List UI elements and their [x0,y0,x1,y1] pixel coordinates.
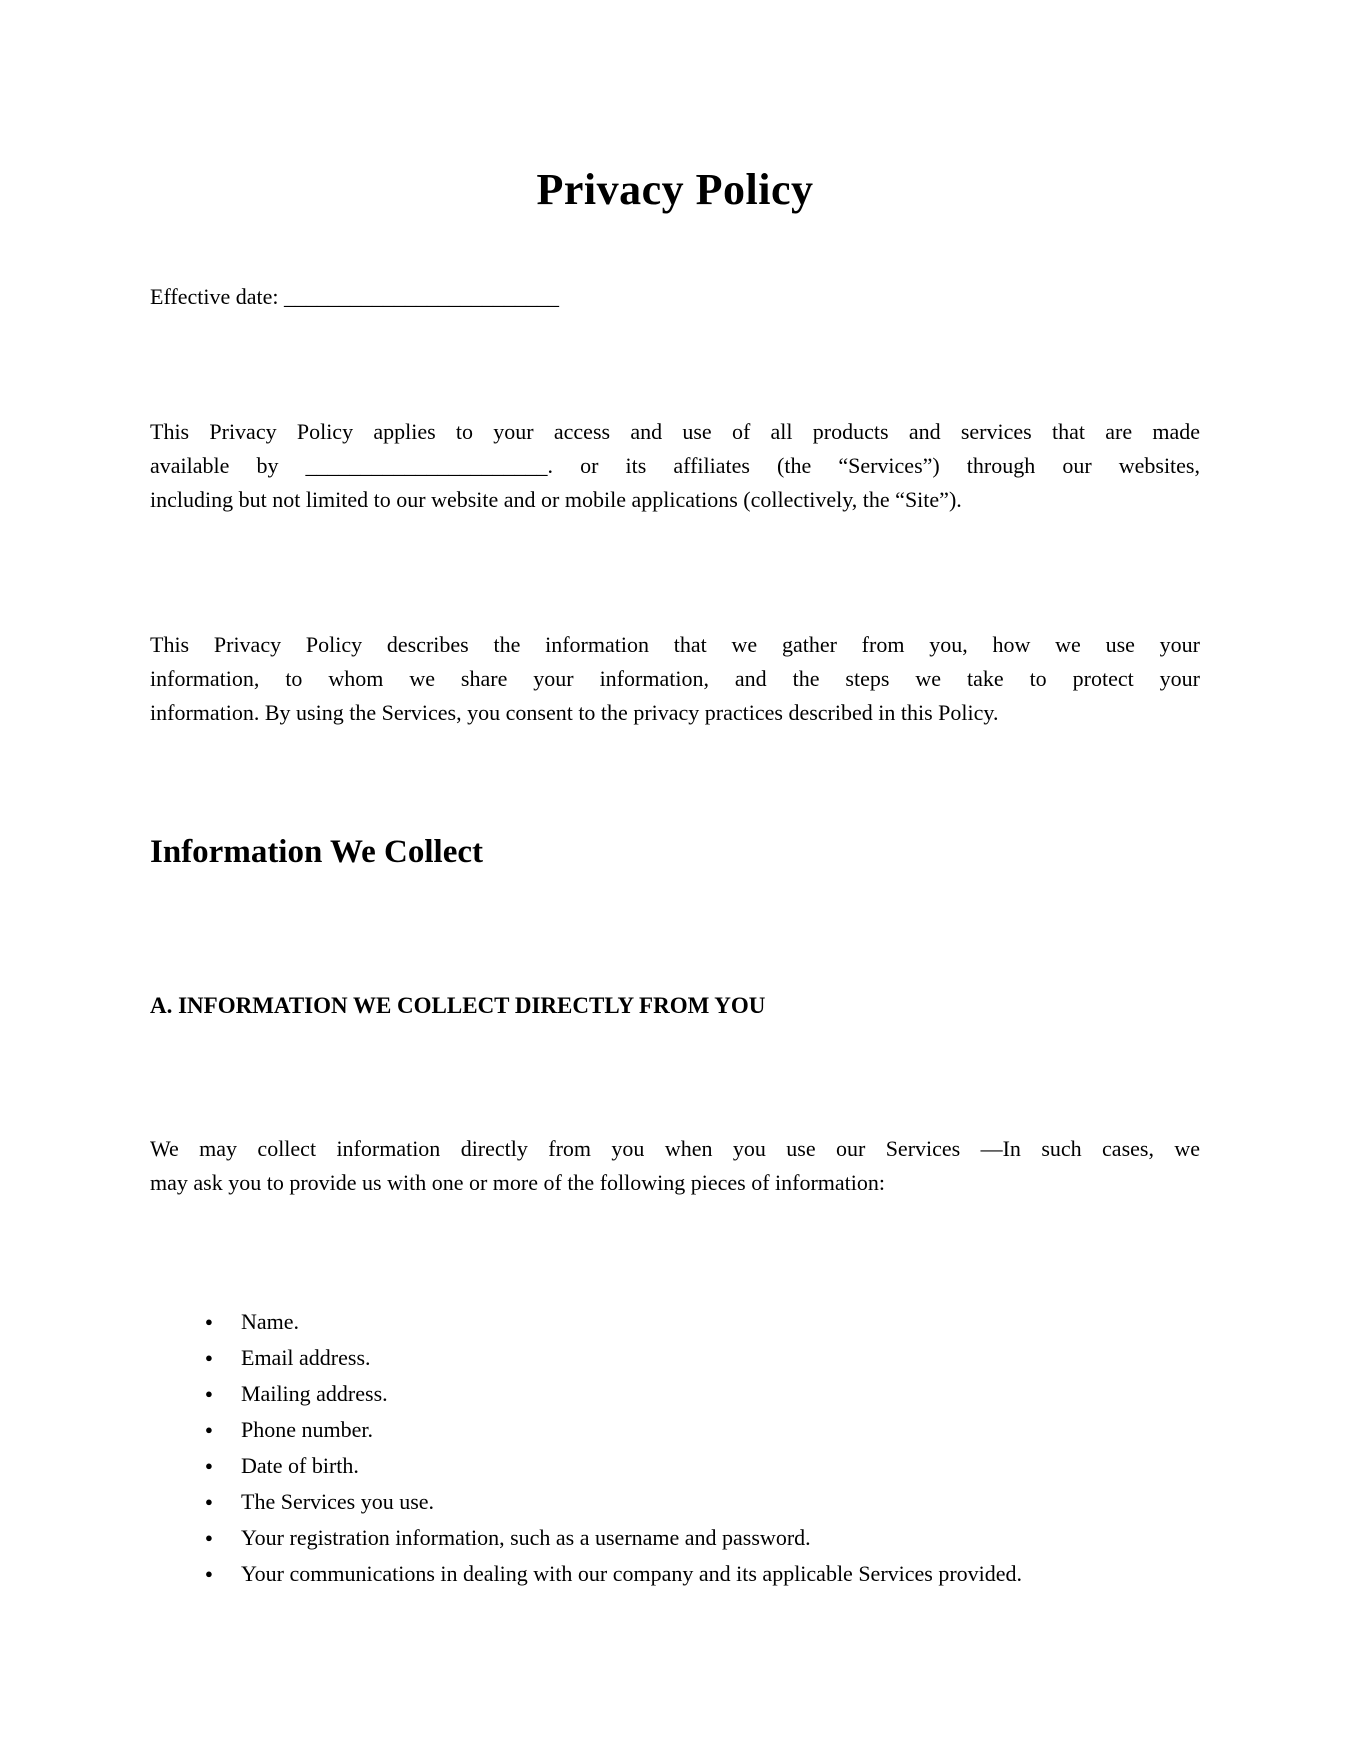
list-item-text: Your communications in dealing with our company and its applicable Services provided. [241,1561,1023,1586]
list-item-text: Mailing address. [241,1381,388,1406]
effective-date-blank: _________________________ [283,284,559,309]
list-item-text: Date of birth. [241,1453,359,1478]
bullet-icon: ● [205,1458,213,1473]
text-line: This Privacy Policy describes the information that we gather from you, how we use your [150,632,1200,657]
list-item [205,1304,1200,1340]
list-item [205,1556,1200,1592]
list-item [205,1484,1200,1520]
list-item-text: Email address. [241,1345,371,1370]
text-line: We may collect information directly from you when you use our Services —In such cases, we [150,1136,1200,1161]
list-item-text: Phone number. [241,1417,373,1442]
list-item-text: Name. [241,1309,300,1334]
list-item-text: Your registration information, such as a username and password. [241,1525,811,1550]
text-line: including but not limited to our website and or mobile applications (collectively, the “Site”). [150,487,962,512]
effective-date-line [150,281,1200,313]
bullet-icon: ● [205,1422,213,1437]
text-line: may ask you to provide us with one or more of the following pieces of information: [150,1170,886,1195]
description-paragraph [150,628,1200,730]
list-item [205,1412,1200,1448]
list-item [205,1376,1200,1412]
effective-date-label: Effective date: [150,284,279,309]
bullet-icon: ● [205,1530,213,1545]
intro-paragraph [150,415,1200,517]
list-item [205,1448,1200,1484]
lead-paragraph [150,1132,1200,1200]
page-title: Privacy Policy [536,165,814,214]
collected-info-list [150,1304,1200,1592]
subsection-heading: A. INFORMATION WE COLLECT DIRECTLY FROM YOU [150,993,766,1018]
bullet-icon: ● [205,1494,213,1509]
list-item [205,1340,1200,1376]
section-heading: Information We Collect [150,834,484,870]
list-item-text: The Services you use. [241,1489,435,1514]
list-item [205,1520,1200,1556]
text-line: available by ______________________. or its affiliates (the “Services”) through our websites, [150,453,1200,478]
bullet-icon: ● [205,1386,213,1401]
bullet-icon: ● [205,1350,213,1365]
text-line: information, to whom we share your information, and the steps we take to protect your [150,666,1200,691]
text-line: This Privacy Policy applies to your access and use of all products and services that are made [150,419,1200,444]
bullet-icon: ● [205,1566,213,1581]
text-line: information. By using the Services, you consent to the privacy practices described in this Policy. [150,700,999,725]
bullet-icon: ● [205,1314,213,1329]
